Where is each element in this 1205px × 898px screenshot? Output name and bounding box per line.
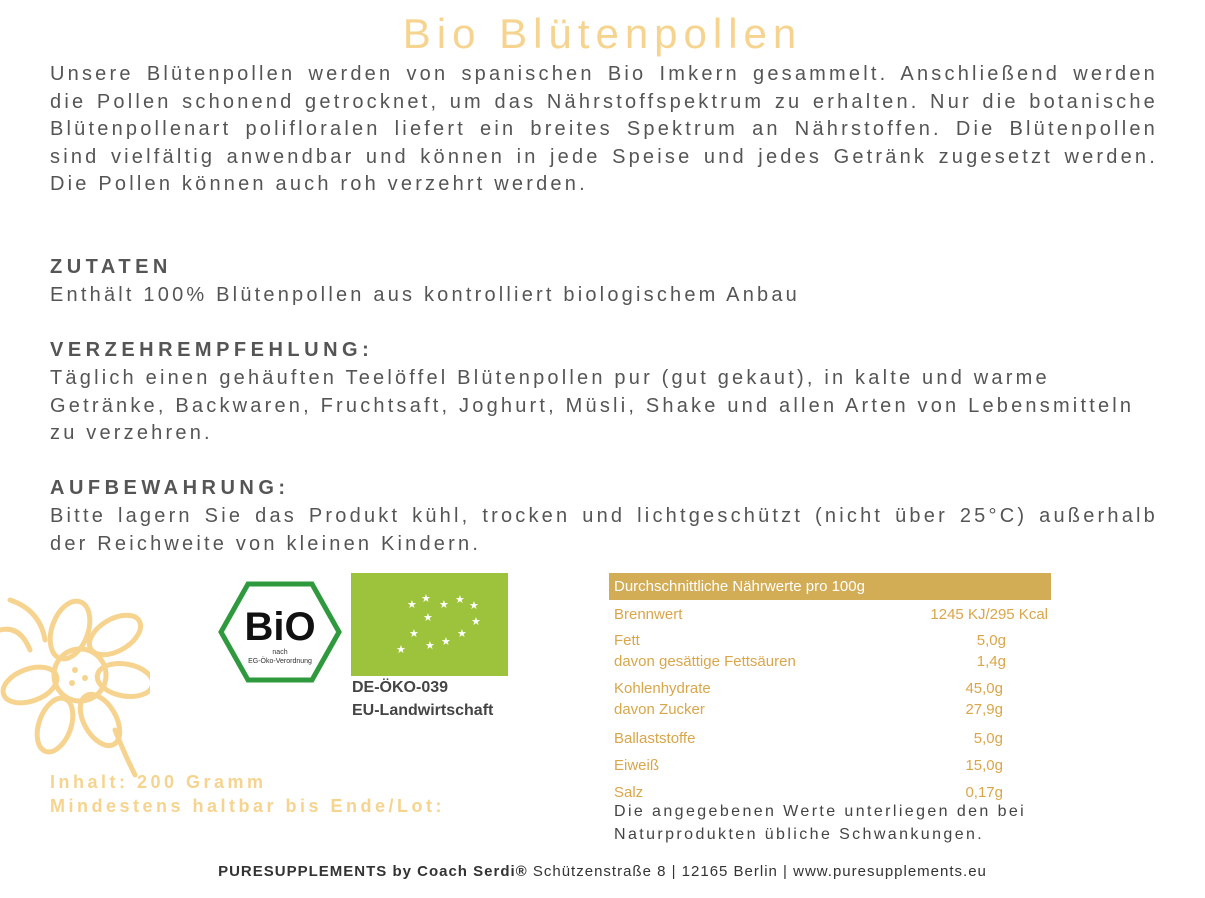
nutrition-value: 15,0g [965,757,1003,774]
svg-text:★: ★ [439,598,449,611]
svg-text:EG-Öko-Verordnung: EG-Öko-Verordnung [248,658,312,665]
svg-text:★: ★ [455,593,465,606]
cert-code: DE-ÖKO-039 [352,679,449,696]
svg-text:★: ★ [441,635,451,648]
zutaten-heading: ZUTATEN [50,256,172,278]
footer-address: Schützenstraße 8 | 12165 Berlin | www.puresupplements.eu [527,863,987,880]
product-title: Bio Blütenpollen [402,10,803,57]
svg-text:★: ★ [425,639,435,652]
nutrition-value: 1,4g [976,653,1006,670]
nutrition-label: Salz [614,784,644,801]
footer-brand: PURESUPPLEMENTS by Coach Serdi® [218,863,528,880]
footer [0,863,1205,880]
nutrition-label: davon gesättige Fettsäuren [614,653,796,670]
svg-text:★: ★ [396,643,406,656]
zutaten-text: Enthält 100% Blütenpollen aus kontrolliert biologischem Anbau [50,284,801,306]
best-before-label: Mindestens haltbar bis Ende/Lot: [50,796,446,816]
nutrition-value: 45,0g [965,680,1003,697]
bio-seal-logo [218,580,342,684]
verzehr-text: Täglich einen gehäuften Teelöffel Blütenpollen pur (gut gekaut), in kalte und warme Getränke, Backwaren, Fruchtsaft, Joghurt, Müsli, Shake und allen Arten von Lebensmitteln zu verzehren. [50,367,1135,445]
contents-label: Inhalt: 200 Gramm [50,772,267,792]
svg-text:★: ★ [421,592,431,605]
nutrition-label: Brennwert [614,606,683,623]
nutrition-label: Ballaststoffe [614,730,696,747]
svg-text:★: ★ [407,598,417,611]
nutrition-value: 1245 KJ/295 Kcal [930,606,1048,623]
svg-text:BiO: BiO [244,605,316,649]
svg-text:★: ★ [471,615,481,628]
eu-organic-logo [351,573,508,676]
nutrition-note: Naturprodukten übliche Schwankungen. [614,826,985,843]
aufbewahrung-heading: AUFBEWAHRUNG: [50,477,290,499]
bee-flower-illustration [0,580,150,780]
nutrition-label: davon Zucker [614,701,705,718]
svg-text:★: ★ [409,627,419,640]
intro-text: Unsere Blütenpollen werden von spanischen Bio Imkern gesammelt. Anschließend werden die Pollen schonend getrocknet, um das Nährstoffspektrum zu erhalten. Nur die botanische Blütenpollenart polifloralen liefert ein breites Spektrum an Nährstoffen. Die Blütenpollen sind vielfältig anwendbar und können in jede Speise und jedes Getränk zugesetzt werden. Die Pollen können auch roh verzehrt werden. [50,63,1158,196]
verzehr-heading: VERZEHREMPFEHLUNG: [50,339,374,361]
nutrition-value: 5,0g [973,730,1003,747]
nutrition-note: Die angegebenen Werte unterliegen den bei [614,803,1027,820]
svg-text:★: ★ [457,627,467,640]
svg-text:★: ★ [423,611,433,624]
nutrition-value: 0,17g [965,784,1003,801]
svg-text:nach: nach [272,649,288,656]
nutrition-table-header: Durchschnittliche Nährwerte pro 100g [609,573,1051,600]
nutrition-label: Kohlenhydrate [614,680,711,697]
nutrition-value: 5,0g [976,632,1006,649]
nutrition-value: 27,9g [965,701,1003,718]
aufbewahrung-text: Bitte lagern Sie das Produkt kühl, trocken und lichtgeschützt (nicht über 25°C) außerhalb der Reichweite von kleinen Kindern. [50,505,1158,555]
nutrition-label: Eiweiß [614,757,660,774]
nutrition-label: Fett [614,632,640,649]
cert-origin: EU-Landwirtschaft [352,702,494,719]
svg-text:★: ★ [469,599,479,612]
